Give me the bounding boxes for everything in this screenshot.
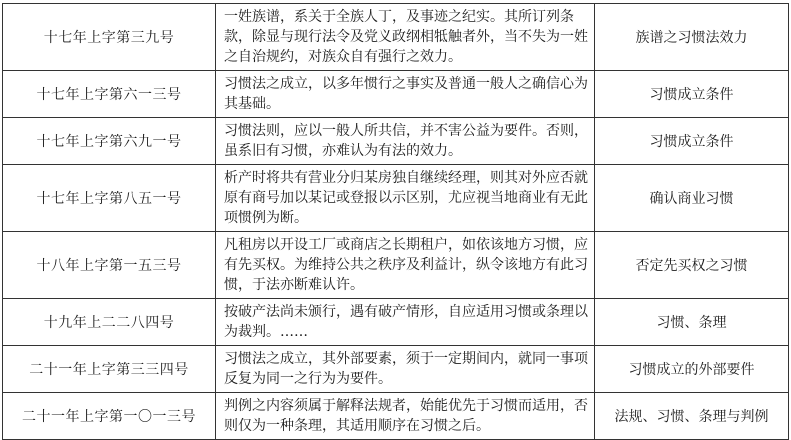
table-row — [3, 118, 789, 165]
topic-cell: 确认商业习惯 — [595, 165, 789, 232]
topic-cell: 习惯成立条件 — [595, 71, 789, 118]
topic-cell: 法规、习惯、条理与判例 — [595, 393, 789, 440]
holding-text-cell: 习惯法之成立，以多年惯行之事实及普通一般人之确信心为其基础。 — [216, 71, 595, 118]
topic-cell: 习惯成立的外部要件 — [595, 346, 789, 393]
case-number-cell: 十九年上二二八四号 — [3, 299, 216, 346]
table-row — [3, 165, 789, 232]
holding-text-cell: 判例之内容须属于解释法规者，始能优先于习惯而适用，否则仅为一种条理，其适用顺序在习惯之后。 — [216, 393, 595, 440]
topic-cell: 否定先买权之习惯 — [595, 232, 789, 299]
holding-text-cell: 析产时将共有营业分归某房独自继续经理，则其对外应否就原有商号加以某记或登报以示区别，尤应视当地商业有无此项惯例为断。 — [216, 165, 595, 232]
holding-text-cell: 习惯法之成立，其外部要素，须于一定期间内，就同一事项反复为同一之行为为要件。 — [216, 346, 595, 393]
topic-cell: 习惯、条理 — [595, 299, 789, 346]
table-row — [3, 346, 789, 393]
topic-cell: 族谱之习惯法效力 — [595, 4, 789, 71]
table-row — [3, 71, 789, 118]
holding-text-cell: 按破产法尚未颁行，遇有破产情形，自应适用习惯或条理以为裁判。…… — [216, 299, 595, 346]
table-row — [3, 4, 789, 71]
case-number-cell: 十八年上字第一五三号 — [3, 232, 216, 299]
holding-text-cell: 凡租房以开设工厂或商店之长期租户，如依该地方习惯，应有先买权。为维持公共之秩序及利益计，纵令该地方有此习惯，于法亦断难认许。 — [216, 232, 595, 299]
table-row — [3, 299, 789, 346]
table-row — [3, 232, 789, 299]
topic-cell: 习惯成立条件 — [595, 118, 789, 165]
case-number-cell: 十七年上字第八五一号 — [3, 165, 216, 232]
case-number-cell: 十七年上字第三九号 — [3, 4, 216, 71]
case-number-cell: 十七年上字第六一三号 — [3, 71, 216, 118]
case-number-cell: 十七年上字第六九一号 — [3, 118, 216, 165]
case-number-cell: 二十一年上字第一〇一三号 — [3, 393, 216, 440]
holding-text-cell: 习惯法则，应以一般人所共信，并不害公益为要件。否则，虽系旧有习惯，亦难认为有法的效力。 — [216, 118, 595, 165]
holding-text-cell: 一姓族谱，系关于全族人丁，及事迹之纪实。其所订列条款，除显与现行法令及党义政纲相牴触者外，当不失为一姓之自治规约，对族众自有强行之效力。 — [216, 4, 595, 71]
case-number-cell: 二十一年上字第三三四号 — [3, 346, 216, 393]
rulings-table — [2, 3, 789, 440]
table-row — [3, 393, 789, 440]
